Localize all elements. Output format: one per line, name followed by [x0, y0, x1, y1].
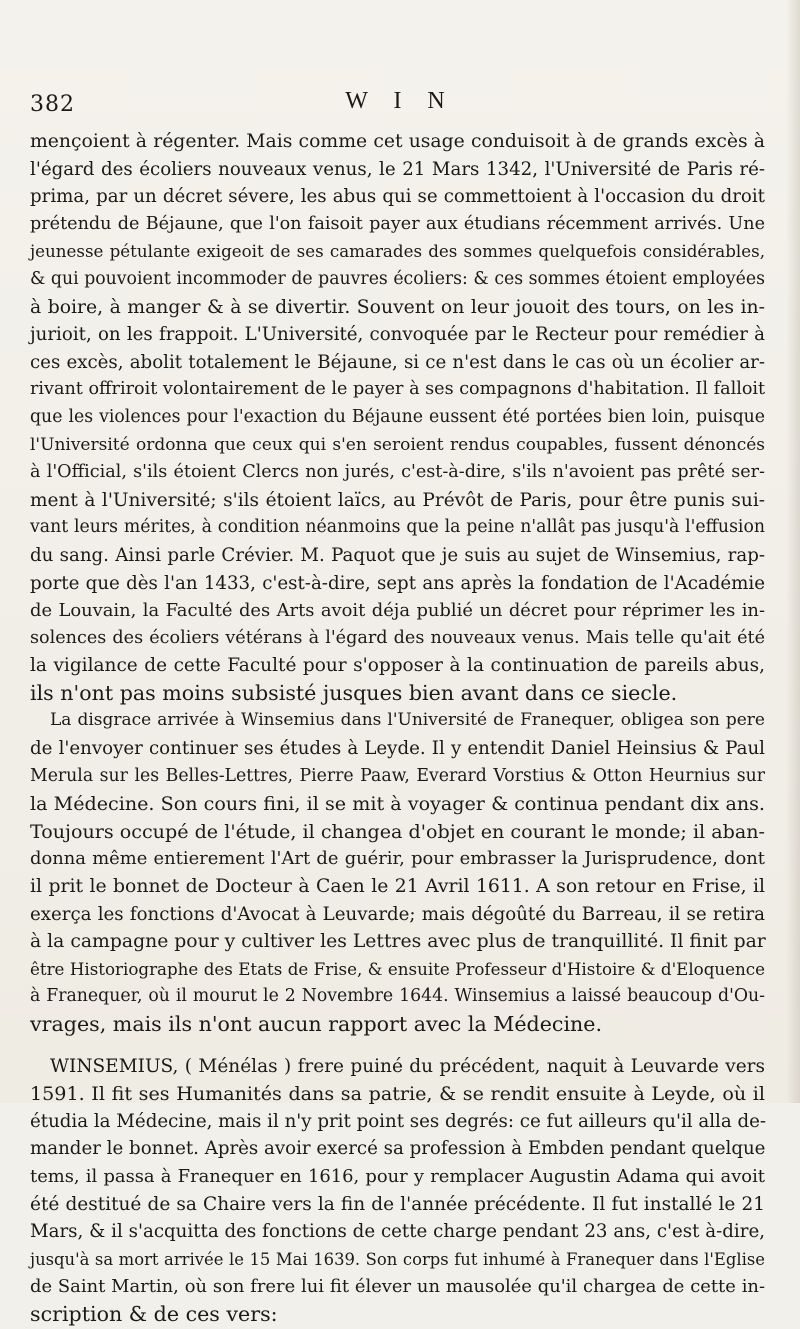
- text-line: vrages, mais ils n'ont aucun rapport avec la Médecine.: [30, 1012, 603, 1036]
- text-line: Toujours occupé de l'étude, il changea d'objet en courant le monde; il aban-: [30, 819, 765, 843]
- text-line: de Saint Martin, où son frere lui fit élever un mausolée qu'il chargea de cette in-: [30, 1276, 765, 1298]
- text-line: de l'envoyer continuer ses études à Leyde. Il y entendit Daniel Heinsius & Paul: [30, 738, 765, 760]
- text-line: exerça les fonctions d'Avocat à Leuvarde; mais dégoûté du Barreau, il se retira: [30, 903, 765, 925]
- page-number: 382: [30, 92, 75, 117]
- text-line: à l'Official, s'ils étoient Clercs non jurés, c'est-à-dire, s'ils n'avoient pas prêté ser-: [30, 462, 765, 483]
- text-line: tems, il passa à Franequer en 1616, pour y remplacer Augustin Adama qui avoit: [30, 1165, 765, 1187]
- text-line: jeunesse pétulante exigeoit de ses camarades des sommes quelquefois considérables,: [30, 241, 765, 262]
- text-line: à la campagne pour y cultiver les Lettres avec plus de tranquillité. Il finit par: [30, 931, 766, 953]
- text-line: à Franequer, où il mourut le 2 Novembre 1644. Winsemius a laissé beaucoup d'Ou-: [30, 986, 765, 1007]
- text-line: vant leurs mérites, à condition néanmoins que la peine n'allât pas jusqu'à l'effusion: [30, 517, 765, 538]
- text-line: Merula sur les Belles-Lettres, Pierre Paaw, Everard Vorstius & Otton Heurnius sur: [30, 765, 765, 786]
- text-line: de Louvain, la Faculté des Arts avoit déja publié un décret pour réprimer les in-: [30, 600, 765, 622]
- text-line: l'Université ordonna que ceux qui s'en seroient rendus coupables, fussent dénoncés: [30, 434, 765, 455]
- page-edge-shadow: [786, 0, 800, 1103]
- paragraph: [30, 707, 765, 1038]
- text-line: du sang. Ainsi parle Crévier. M. Paquot que je suis au sujet de Winsemius, rap-: [30, 544, 765, 566]
- text-line: donna même entierement l'Art de guérir, pour embrasser la Jurisprudence, dont: [30, 848, 765, 870]
- text-line: à boire, à manger & à se divertir. Souvent on leur jouoit des tours, on les in-: [30, 296, 765, 318]
- text-line: été destitué de sa Chaire vers la fin de l'année précédente. Il fut installé le 21: [30, 1193, 765, 1215]
- text-line: WINSEMIUS, ( Ménélas ) frere puiné du précédent, naquit à Leuvarde vers: [50, 1055, 765, 1077]
- text-line: ils n'ont pas moins subsisté jusques bien avant dans ce siecle.: [30, 680, 678, 705]
- text-line: la Médecine. Son cours fini, il se mit à voyager & continua pendant dix ans.: [30, 792, 765, 816]
- text-line: mander le bonnet. Après avoir exercé sa profession à Embden pendant quelque: [30, 1138, 766, 1160]
- text-line: être Historiographe des Etats de Frise, & ensuite Professeur d'Histoire & d'Eloquence: [30, 958, 765, 979]
- paragraph-gap: [30, 1039, 765, 1053]
- text-line: prétendu de Béjaune, que l'on faisoit payer aux étudians récemment arrivés. Une: [30, 213, 765, 234]
- text-line: La disgrace arrivée à Winsemius dans l'Université de Franequer, obligea son pere: [50, 710, 765, 731]
- text-line: la vigilance de cette Faculté pour s'opposer à la continuation de pareils abus,: [30, 655, 765, 677]
- text-line: prima, par un décret sévere, les abus qui se commettoient à l'occasion du droit: [30, 186, 765, 208]
- body-text: [30, 128, 765, 1329]
- text-line: jurioit, on les frappoit. L'Université, convoquée par le Recteur pour remédier à: [30, 324, 765, 346]
- paragraph: [30, 128, 765, 707]
- text-line: étudia la Médecine, mais il n'y prit point ses degrés: ce fut ailleurs qu'il alla de-: [30, 1110, 767, 1132]
- text-line: 1591. Il fit ses Humanités dans sa patrie, & se rendit ensuite à Leyde, où il: [30, 1082, 765, 1106]
- text-line: ces excès, abolit totalement le Béjaune, si ce n'est dans le cas où un écolier ar-: [30, 351, 765, 373]
- text-line: & qui pouvoient incommoder de pauvres écoliers: & ces sommes étoient employées: [30, 268, 765, 289]
- text-line: porte que dès l'an 1433, c'est-à-dire, sept ans après la fondation de l'Académie: [30, 572, 765, 594]
- text-line: il prit le bonnet de Docteur à Caen le 21 Avril 1611. A son retour en Frise, il: [30, 876, 765, 898]
- running-head: W I N: [345, 88, 455, 114]
- text-line: rivant offriroit volontairement de le payer à ses compagnons d'habitation. Il falloit: [30, 379, 766, 400]
- text-line: l'égard des écoliers nouveaux venus, le 21 Mars 1342, l'Université de Paris ré-: [30, 158, 765, 180]
- paragraph: [30, 1053, 765, 1329]
- text-line: jusqu'à sa mort arrivée le 15 Mai 1639. Son corps fut inhumé à Franequer dans l'Eglise: [30, 1249, 765, 1269]
- text-line: ment à l'Université; s'ils étoient laïcs, au Prévôt de Paris, pour être punis sui-: [30, 489, 765, 511]
- text-line: que les violences pour l'exaction du Béjaune eussent été portées bien loin, puisque: [30, 406, 765, 427]
- text-line: scription & de ces vers:: [30, 1301, 278, 1326]
- text-line: solences des écoliers vétérans à l'égard des nouveaux venus. Mais telle qu'ait été: [30, 627, 765, 648]
- text-line: Mars, & il s'acquitta des fonctions de cette charge pendant 23 ans, c'est à-dire,: [30, 1221, 765, 1243]
- text-line: mençoient à régenter. Mais comme cet usage conduisoit à de grands excès à: [30, 131, 765, 152]
